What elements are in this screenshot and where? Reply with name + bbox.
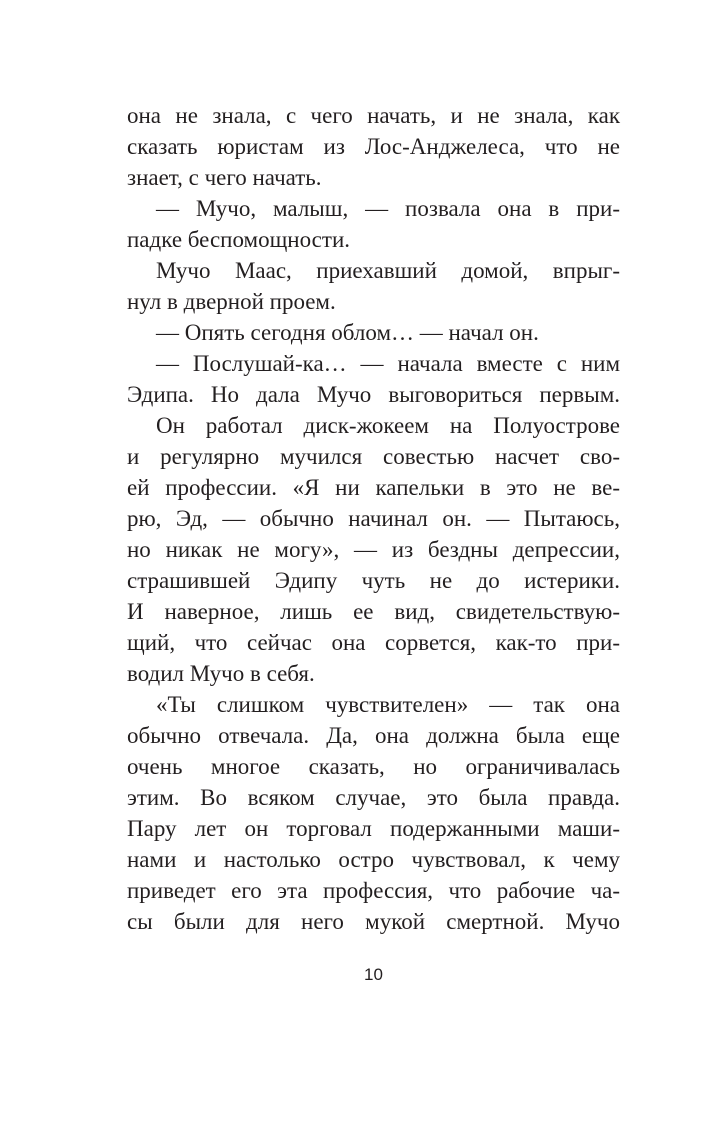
text-line-content: нами и настолько остро чувствовал, к чему: [127, 847, 620, 872]
text-line: [127, 100, 620, 131]
text-line: [127, 534, 620, 565]
text-line-content: сы были для него мукой смертной. Мучо: [127, 909, 620, 934]
text-line: [127, 813, 620, 844]
text-line: [127, 658, 620, 689]
paragraph: [127, 410, 620, 689]
text-line-content: и регулярно мучился совестью насчет сво-: [127, 444, 620, 469]
paragraph: [127, 689, 620, 937]
text-line: [127, 844, 620, 875]
text-line: [127, 565, 620, 596]
text-line-content: — Послушай-ка… — начала вместе с ним: [156, 351, 620, 376]
text-line-content: водил Мучо в себя.: [127, 661, 315, 686]
text-line-content: Пару лет он торговал подержанными маши-: [127, 816, 620, 841]
text-line-content: этим. Во всяком случае, это была правда.: [127, 785, 620, 810]
text-line: [127, 720, 620, 751]
text-line-content: Мучо Маас, приехавший домой, впрыг-: [156, 258, 620, 283]
text-line: [127, 751, 620, 782]
text-line: [127, 410, 620, 441]
text-line: [127, 348, 620, 379]
text-line-content: но никак не могу», — из бездны депрессии,: [127, 537, 620, 562]
text-line: [127, 906, 620, 937]
text-line-content: ей профессии. «Я ни капельки в это не ве-: [127, 475, 620, 500]
text-line-content: знает, с чего начать.: [127, 165, 322, 190]
text-line-content: рю, Эд, — обычно начинал он. — Пытаюсь,: [127, 506, 620, 531]
text-line: [127, 286, 620, 317]
text-line-content: приведет его эта профессия, что рабочие ча-: [127, 878, 620, 903]
text-line: [127, 503, 620, 534]
text-line: [127, 782, 620, 813]
paragraph: [127, 255, 620, 317]
text-line: [127, 162, 620, 193]
paragraph: [127, 348, 620, 410]
text-line: [127, 193, 620, 224]
text-line: [127, 131, 620, 162]
text-line: [127, 255, 620, 286]
text-line: [127, 596, 620, 627]
text-line-content: — Мучо, малыш, — позвала она в при-: [156, 196, 620, 221]
text-line: [127, 689, 620, 720]
text-line-content: И наверное, лишь ее вид, свидетельствую-: [127, 599, 620, 624]
text-line-content: Эдипа. Но дала Мучо выговориться первым.: [127, 382, 620, 407]
text-line: [127, 224, 620, 255]
paragraph: [127, 317, 620, 348]
text-line-content: Он работал диск-жокеем на Полуострове: [156, 413, 620, 438]
text-line-content: щий, что сейчас она сорвется, как-то при-: [127, 630, 620, 655]
text-line: [127, 627, 620, 658]
paragraph: [127, 100, 620, 193]
text-line: [127, 317, 620, 348]
text-line-content: «Ты слишком чувствителен» — так она: [156, 692, 620, 717]
text-line-content: — Опять сегодня облом… — начал он.: [156, 320, 539, 345]
text-line-content: страшившей Эдипу чуть не до истерики.: [127, 568, 620, 593]
text-line: [127, 441, 620, 472]
page-body: [127, 100, 620, 937]
text-line-content: сказать юристам из Лос-Анджелеса, что не: [127, 134, 620, 159]
text-line-content: очень многое сказать, но ограничивалась: [127, 754, 620, 779]
text-line-content: обычно отвечала. Да, она должна была еще: [127, 723, 620, 748]
text-line-content: нул в дверной проем.: [127, 289, 336, 314]
text-line: [127, 875, 620, 906]
paragraph: [127, 193, 620, 255]
text-line-content: падке беспомощности.: [127, 227, 351, 252]
text-line: [127, 379, 620, 410]
text-line: [127, 472, 620, 503]
text-line-content: она не знала, с чего начать, и не знала, как: [127, 103, 620, 128]
page-number: 10: [364, 965, 383, 984]
